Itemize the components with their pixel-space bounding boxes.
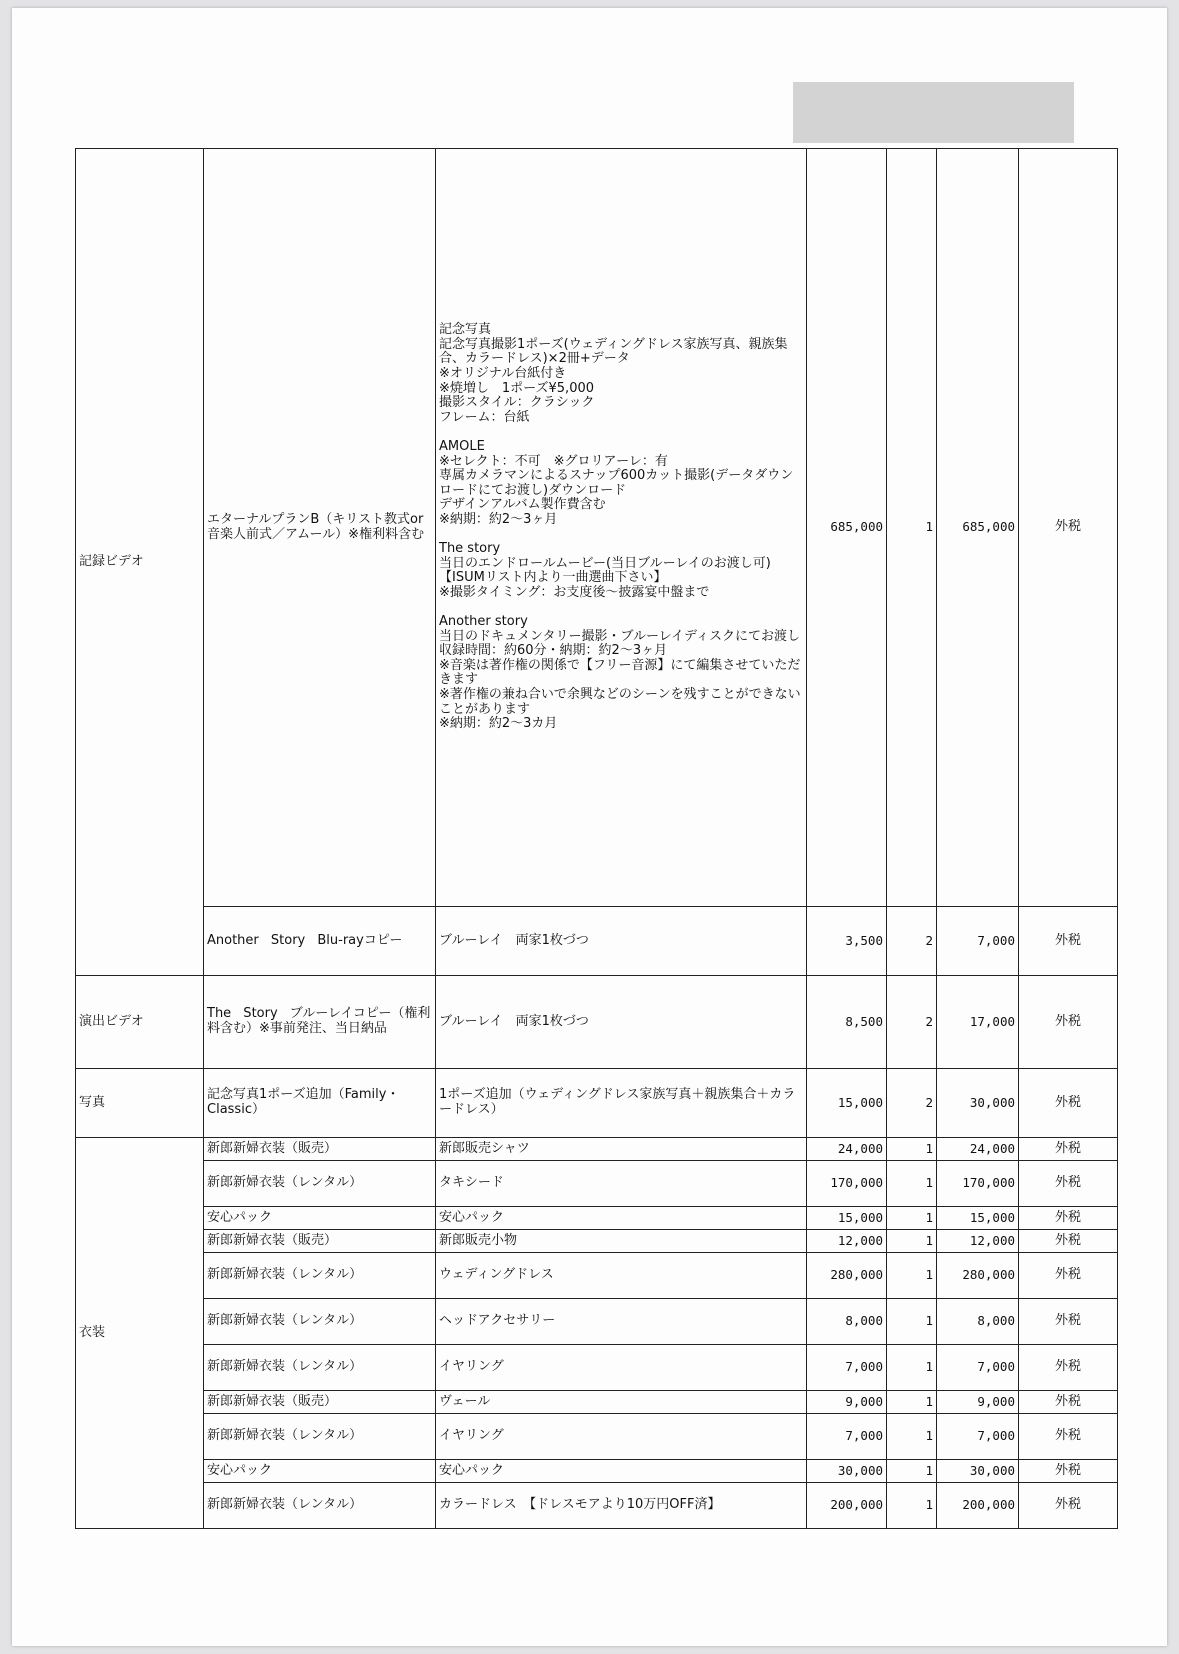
category-cell: 写真 — [76, 1069, 204, 1138]
estimate-table — [75, 148, 1118, 1529]
amount-cell: 30,000 — [937, 1460, 1019, 1483]
tax-cell: 外税 — [1019, 1299, 1118, 1345]
amount-cell: 7,000 — [937, 1414, 1019, 1460]
tax-cell: 外税 — [1019, 1161, 1118, 1207]
amount-cell: 17,000 — [937, 976, 1019, 1069]
tax-cell: 外税 — [1019, 1414, 1118, 1460]
detail-cell: ウェディングドレス — [436, 1253, 807, 1299]
amount-cell: 30,000 — [937, 1069, 1019, 1138]
quantity-cell: 1 — [887, 1138, 937, 1161]
detail-cell: 1ポーズ追加（ウェディングドレス家族写真＋親族集合＋カラードレス） — [436, 1069, 807, 1138]
item-cell: 安心パック — [204, 1207, 436, 1230]
unit-price-cell: 8,000 — [807, 1299, 887, 1345]
item-cell: The Story ブルーレイコピー（権利料含む）※事前発注、当日納品 — [204, 976, 436, 1069]
table-row — [76, 1161, 1118, 1207]
tax-cell: 外税 — [1019, 976, 1118, 1069]
unit-price-cell: 15,000 — [807, 1069, 887, 1138]
amount-cell: 7,000 — [937, 907, 1019, 976]
table-row — [76, 1299, 1118, 1345]
unit-price-cell: 7,000 — [807, 1345, 887, 1391]
amount-cell: 685,000 — [937, 149, 1019, 907]
item-cell: エターナルプランB（キリスト教式or音楽人前式／アムール）※権利料含む — [204, 149, 436, 907]
quantity-cell: 1 — [887, 1299, 937, 1345]
detail-cell: ブルーレイ 両家1枚づつ — [436, 976, 807, 1069]
unit-price-cell: 8,500 — [807, 976, 887, 1069]
item-cell: 新郎新婦衣装（レンタル） — [204, 1299, 436, 1345]
table-row — [76, 976, 1118, 1069]
detail-cell: 安心パック — [436, 1460, 807, 1483]
tax-cell: 外税 — [1019, 1138, 1118, 1161]
amount-cell: 280,000 — [937, 1253, 1019, 1299]
detail-cell: カラードレス 【ドレスモアより10万円OFF済】 — [436, 1483, 807, 1529]
table-row — [76, 1207, 1118, 1230]
item-cell: 記念写真1ポーズ追加（Family・Classic） — [204, 1069, 436, 1138]
amount-cell: 200,000 — [937, 1483, 1019, 1529]
tax-cell: 外税 — [1019, 1483, 1118, 1529]
tax-cell: 外税 — [1019, 1069, 1118, 1138]
detail-cell: ヘッドアクセサリー — [436, 1299, 807, 1345]
unit-price-cell: 170,000 — [807, 1161, 887, 1207]
table-row — [76, 1483, 1118, 1529]
table-row — [76, 1230, 1118, 1253]
item-cell: 安心パック — [204, 1460, 436, 1483]
detail-cell: イヤリング — [436, 1345, 807, 1391]
item-cell: 新郎新婦衣装（レンタル） — [204, 1161, 436, 1207]
detail-cell: 記念写真 記念写真撮影1ポーズ(ウェディングドレス家族写真、親族集合、カラードレス)×2冊+データ ※オリジナル台紙付き ※焼増し 1ポーズ¥5,000 撮影スタイル：クラシック フレーム：台紙 AMOLE ※セレクト：不可 ※グロリアーレ：有 専属カメラマンによるスナップ600カット撮影(データダウンロードにてお渡し)ダウンロード デザインアルバム製作費含む ※納期：約2〜3ヶ月 The story 当日のエンドロールムービー(当日ブルーレイのお渡し可) 【ISUMリスト内より一曲選曲下さい】 ※撮影タイミング：お支度後〜披露宴中盤まで Another story 当日のドキュメンタリー撮影・ブルーレイディスクにてお渡し 収録時間：約60分・納期：約2〜3ヶ月 ※音楽は著作権の関係で【フリー音源】にて編集させていただきます ※著作権の兼ね合いで余興などのシーンを残すことができないことがあります ※納期：約2〜3カ月 — [436, 149, 807, 907]
tax-cell: 外税 — [1019, 1345, 1118, 1391]
quantity-cell: 1 — [887, 1345, 937, 1391]
table-row — [76, 907, 1118, 976]
quantity-cell: 2 — [887, 1069, 937, 1138]
table-row — [76, 1414, 1118, 1460]
item-cell: 新郎新婦衣装（販売） — [204, 1230, 436, 1253]
redacted-area — [793, 82, 1074, 143]
detail-cell: 新郎販売シャツ — [436, 1138, 807, 1161]
quantity-cell: 1 — [887, 1414, 937, 1460]
table-row — [76, 1138, 1118, 1161]
quantity-cell: 1 — [887, 1391, 937, 1414]
quantity-cell: 1 — [887, 1207, 937, 1230]
table-row — [76, 1345, 1118, 1391]
unit-price-cell: 30,000 — [807, 1460, 887, 1483]
category-cell: 衣装 — [76, 1138, 204, 1529]
item-cell: Another Story Blu-rayコピー — [204, 907, 436, 976]
quantity-cell: 1 — [887, 1161, 937, 1207]
item-cell: 新郎新婦衣装（販売） — [204, 1138, 436, 1161]
tax-cell: 外税 — [1019, 1207, 1118, 1230]
item-cell: 新郎新婦衣装（レンタル） — [204, 1414, 436, 1460]
quantity-cell: 2 — [887, 907, 937, 976]
item-cell: 新郎新婦衣装（レンタル） — [204, 1253, 436, 1299]
quantity-cell: 1 — [887, 149, 937, 907]
quantity-cell: 2 — [887, 976, 937, 1069]
item-cell: 新郎新婦衣装（販売） — [204, 1391, 436, 1414]
amount-cell: 24,000 — [937, 1138, 1019, 1161]
unit-price-cell: 200,000 — [807, 1483, 887, 1529]
detail-cell: イヤリング — [436, 1414, 807, 1460]
unit-price-cell: 7,000 — [807, 1414, 887, 1460]
tax-cell: 外税 — [1019, 1460, 1118, 1483]
detail-cell: ブルーレイ 両家1枚づつ — [436, 907, 807, 976]
quantity-cell: 1 — [887, 1460, 937, 1483]
tax-cell: 外税 — [1019, 1230, 1118, 1253]
quantity-cell: 1 — [887, 1253, 937, 1299]
amount-cell: 7,000 — [937, 1345, 1019, 1391]
unit-price-cell: 12,000 — [807, 1230, 887, 1253]
table-row — [76, 1069, 1118, 1138]
unit-price-cell: 15,000 — [807, 1207, 887, 1230]
category-cell: 演出ビデオ — [76, 976, 204, 1069]
amount-cell: 12,000 — [937, 1230, 1019, 1253]
amount-cell: 15,000 — [937, 1207, 1019, 1230]
quantity-cell: 1 — [887, 1230, 937, 1253]
unit-price-cell: 24,000 — [807, 1138, 887, 1161]
detail-cell: タキシード — [436, 1161, 807, 1207]
unit-price-cell: 9,000 — [807, 1391, 887, 1414]
tax-cell: 外税 — [1019, 149, 1118, 907]
tax-cell: 外税 — [1019, 1391, 1118, 1414]
table-row — [76, 149, 1118, 907]
amount-cell: 170,000 — [937, 1161, 1019, 1207]
detail-cell: 新郎販売小物 — [436, 1230, 807, 1253]
table-row — [76, 1391, 1118, 1414]
quantity-cell: 1 — [887, 1483, 937, 1529]
tax-cell: 外税 — [1019, 1253, 1118, 1299]
item-cell: 新郎新婦衣装（レンタル） — [204, 1483, 436, 1529]
item-cell: 新郎新婦衣装（レンタル） — [204, 1345, 436, 1391]
document-page — [12, 8, 1167, 1646]
table-row — [76, 1460, 1118, 1483]
detail-cell: ヴェール — [436, 1391, 807, 1414]
unit-price-cell: 280,000 — [807, 1253, 887, 1299]
table-row — [76, 1253, 1118, 1299]
category-cell: 記録ビデオ — [76, 149, 204, 976]
unit-price-cell: 685,000 — [807, 149, 887, 907]
unit-price-cell: 3,500 — [807, 907, 887, 976]
amount-cell: 8,000 — [937, 1299, 1019, 1345]
amount-cell: 9,000 — [937, 1391, 1019, 1414]
tax-cell: 外税 — [1019, 907, 1118, 976]
detail-cell: 安心パック — [436, 1207, 807, 1230]
